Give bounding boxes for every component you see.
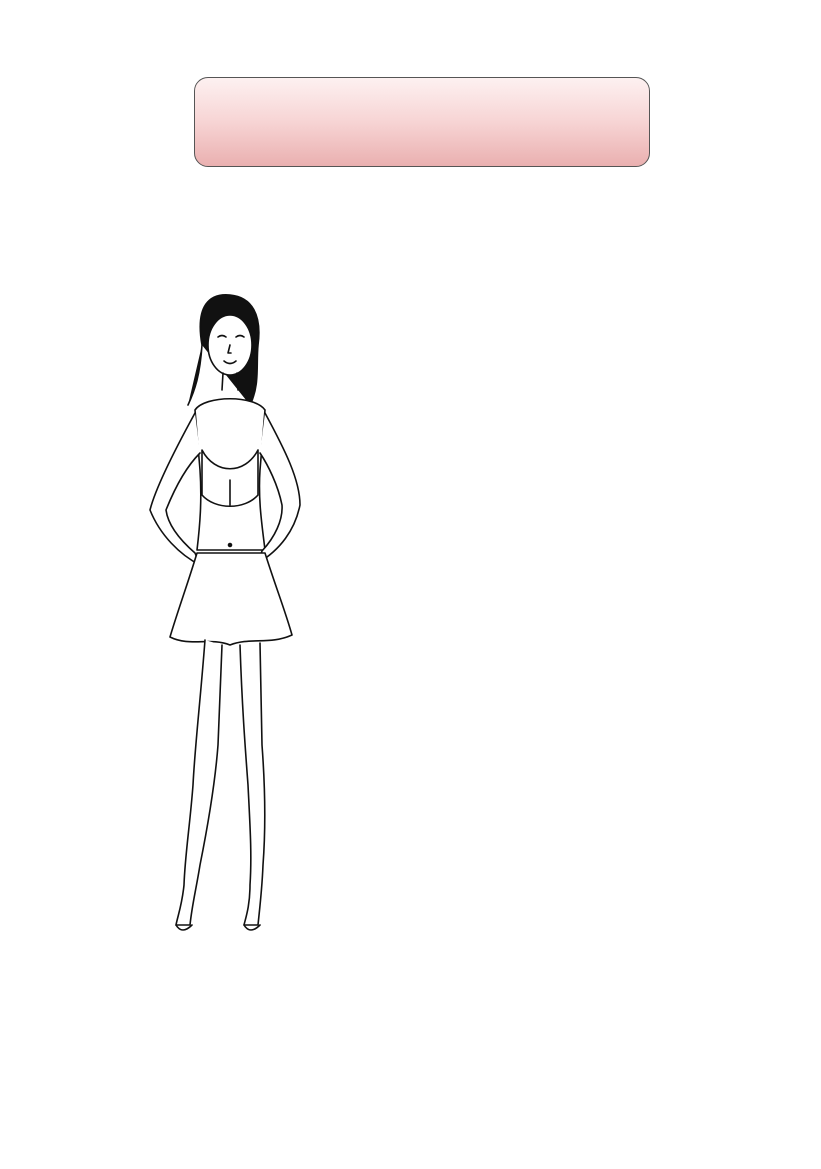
right-leg — [240, 643, 265, 925]
body-figure — [100, 265, 340, 975]
skirt — [170, 553, 292, 645]
left-arm — [150, 413, 200, 565]
title-banner — [194, 77, 650, 167]
left-leg — [176, 640, 222, 925]
